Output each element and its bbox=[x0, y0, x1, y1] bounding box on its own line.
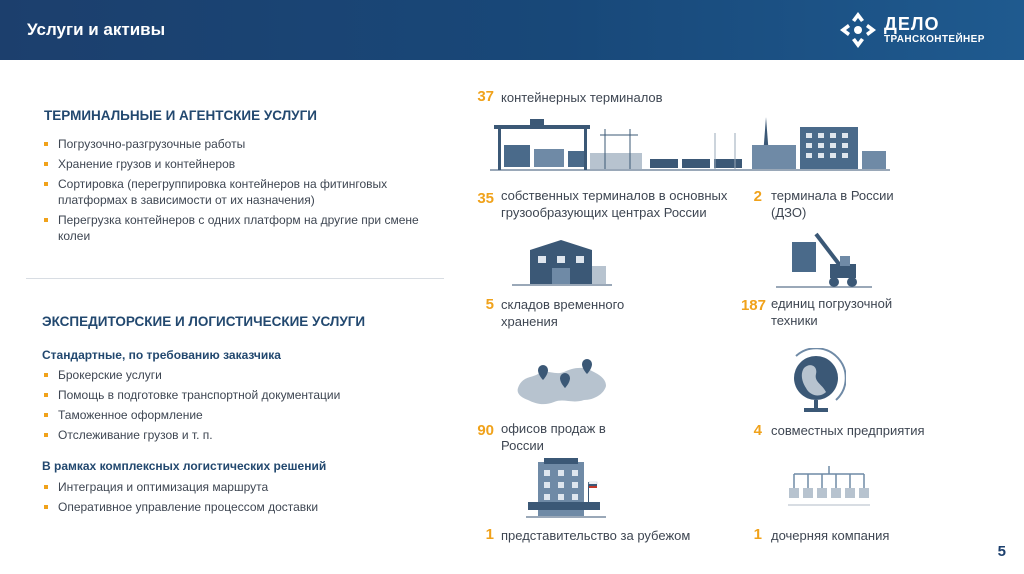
stat-representation-number: 1 bbox=[485, 526, 494, 543]
complex-solutions-heading: В рамках комплексных логистических решений bbox=[42, 459, 327, 473]
warehouse-icon bbox=[512, 236, 612, 288]
terminal-services-list bbox=[42, 136, 444, 248]
stat-equipment-text: единиц погрузочной техники bbox=[771, 296, 893, 328]
stat-dzo-terminals-number: 2 bbox=[753, 188, 762, 205]
logistics-services-title: ЭКСПЕДИТОРСКИЕ И ЛОГИСТИЧЕСКИЕ УСЛУГИ bbox=[42, 314, 366, 329]
header-bar bbox=[0, 0, 1024, 60]
list-item: Брокерские услуги bbox=[42, 367, 444, 383]
reach-stacker-icon bbox=[776, 228, 872, 290]
terminal-panorama-icon bbox=[490, 115, 890, 175]
complex-solutions-list bbox=[42, 479, 444, 519]
page-number: 5 bbox=[997, 543, 1006, 560]
list-item: Хранение грузов и контейнеров bbox=[42, 156, 444, 172]
stat-own-terminals-number: 35 bbox=[477, 190, 494, 207]
org-chart-icon bbox=[788, 464, 870, 508]
stat-offices-number: 90 bbox=[477, 422, 494, 439]
logo-text-top: ДЕЛО bbox=[884, 14, 940, 34]
russia-map-icon bbox=[514, 356, 610, 412]
globe-icon bbox=[786, 348, 846, 416]
stat-equipment-number: 187 bbox=[740, 297, 766, 314]
standard-services-heading: Стандартные, по требованию заказчика bbox=[42, 348, 281, 362]
standard-services-list bbox=[42, 367, 444, 447]
company-logo bbox=[838, 10, 1008, 52]
logo-mark-icon bbox=[838, 10, 878, 50]
list-item: Оперативное управление процессом доставки bbox=[42, 499, 444, 515]
stat-subsidiary-text: дочерняя компания bbox=[771, 528, 890, 543]
list-item: Сортировка (перегруппировка контейнеров на фитинговых платформах в зависимости от их назначения) bbox=[42, 176, 444, 208]
stat-dzo-terminals-text: терминала в России (ДЗО) bbox=[771, 188, 894, 220]
stat-joint-ventures-number: 4 bbox=[753, 422, 762, 439]
stat-warehouses-text: складов временного хранения bbox=[501, 297, 625, 329]
list-item: Погрузочно-разгрузочные работы bbox=[42, 136, 444, 152]
stat-joint-ventures-text: совместных предприятия bbox=[771, 423, 925, 438]
stat-own-terminals-text: собственных терминалов в основных грузообразующих центрах России bbox=[501, 188, 728, 220]
stat-warehouses-number: 5 bbox=[485, 296, 494, 313]
stat-representation-text: представительство за рубежом bbox=[501, 528, 691, 543]
stat-terminals-number: 37 bbox=[477, 88, 494, 105]
office-building-icon bbox=[526, 456, 606, 520]
list-item: Перегрузка контейнеров с одних платформ на другие при смене колеи bbox=[42, 212, 444, 244]
stat-subsidiary-number: 1 bbox=[753, 526, 762, 543]
list-item: Интеграция и оптимизация маршрута bbox=[42, 479, 444, 495]
list-item: Помощь в подготовке транспортной документации bbox=[42, 387, 444, 403]
logo-text-bottom: ТРАНСКОНТЕЙНЕР bbox=[884, 34, 985, 45]
list-item: Таможенное оформление bbox=[42, 407, 444, 423]
page-title: Услуги и активы bbox=[27, 20, 166, 39]
section-divider bbox=[26, 278, 444, 279]
list-item: Отслеживание грузов и т. п. bbox=[42, 427, 444, 443]
terminal-services-title: ТЕРМИНАЛЬНЫЕ И АГЕНТСКИЕ УСЛУГИ bbox=[44, 108, 317, 123]
stat-terminals-text: контейнерных терминалов bbox=[501, 90, 663, 105]
stat-offices-text: офисов продаж в России bbox=[501, 421, 606, 453]
